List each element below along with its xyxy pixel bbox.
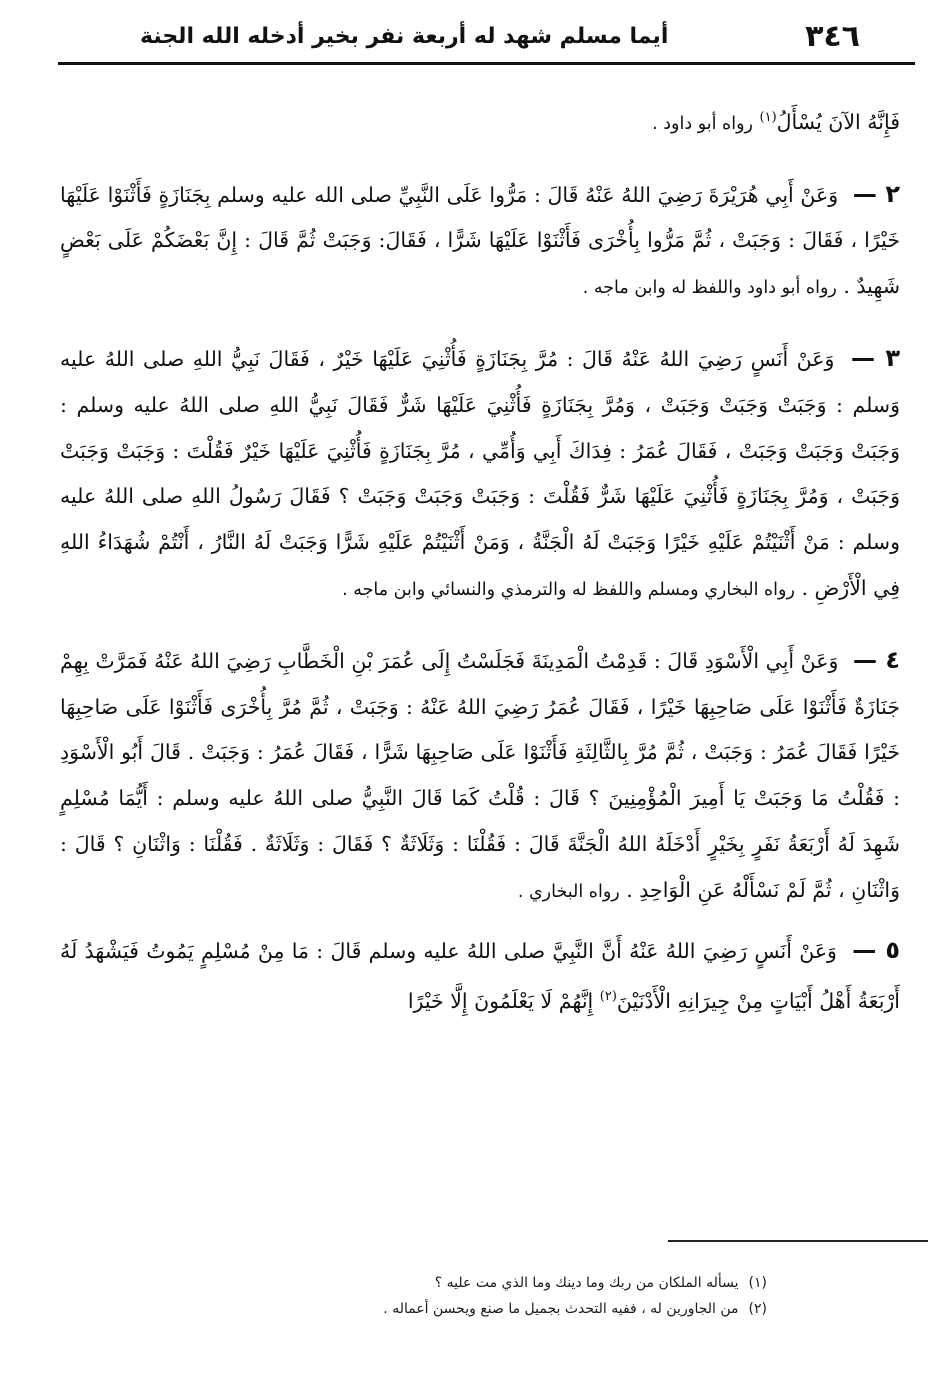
footnote-1 [160, 1270, 767, 1296]
hadith-5-text-continued: إِنَّهُمْ لَا يَعْلَمُونَ إِلَّا خَيْرًا [407, 989, 594, 1014]
page-number: ٣٤٦ [805, 18, 860, 54]
hadith-3-number: ٣ — [850, 344, 900, 373]
hadith-5 [60, 928, 900, 1025]
footnote-2-number: (٢) [748, 1301, 767, 1317]
header-rule [58, 62, 915, 65]
hadith-2-number: ٢ — [852, 179, 900, 208]
footnote-ref-1: (١) [759, 110, 777, 125]
hadith-2-source: رواه أبو داود واللفظ له وابن ماجه . [582, 278, 837, 299]
paragraph-1-source: رواه أبو داود . [652, 113, 753, 134]
paragraph-1-text: فَإِنَّهُ الآنَ يُسْأَلُ [776, 109, 900, 134]
running-title: أيما مسلم شهد له أربعة نفر بخير أدخله الله الجنة [140, 23, 669, 49]
footnotes [160, 1270, 767, 1322]
footnote-1-text: يسأله الملكان من ربك وما دينك وما الذي مت عليه ؟ [434, 1275, 739, 1291]
hadith-4 [60, 638, 900, 916]
hadith-4-number: ٤ — [852, 645, 901, 674]
hadith-5-text: وَعَنْ أَنَسٍ رَضِيَ اللهُ عَنْهُ أَنَّ النَّبِيَّ صلى اللهُ عليه وسلم قَالَ : مَا مِنْ مُسْلِمٍ يَمُوتُ فَيَشْهَدُ لَهُ أَرْبَعَةُ أَهْلُ أَبْيَاتٍ مِنْ جِيرَانِهِ الْأَدْنَيْنَ [60, 938, 900, 1014]
paragraph-1 [60, 95, 900, 148]
page-header [60, 10, 860, 62]
hadith-3 [60, 336, 900, 614]
hadith-5-number: ٥ — [852, 935, 900, 964]
footnote-ref-2: (٢) [599, 989, 617, 1005]
hadith-2 [60, 172, 900, 312]
hadith-3-text: وَعَنْ أَنَسٍ رَضِيَ اللهُ عَنْهُ قَالَ : مُرَّ بِجَنَازَةٍ فَأُثْنِيَ عَلَيْهَا خَيْرٌ ، فَقَالَ نَبِيُّ اللهِ صلى اللهُ عليه وَسلم : وَجَبَتْ وَجَبَتْ وَجَبَتْ ، وَمُرَّ بِجَنَازَةٍ فَأُثْنِيَ عَلَيْهَا شَرٌّ فَقَالَ نَبِيُّ اللهِ صلى اللهُ عليه وسلم : وَجَبَتْ وَجَبَتْ وَجَبَتْ ، فَقَالَ عُمَرُ : فِدَاكَ أَبِي وَأُمِّي ، مُرَّ بِجَنَازَةٍ فَأُثْنِيَ عَلَيْهَا خَيْرٌ فَقُلْتَ : وَجَبَتْ وَجَبَتْ وَجَبَتْ ، وَمُرَّ بِجَنَازَةٍ فَأُثْنِيَ عَلَيْهَا شَرٌّ فَقُلْتَ : وَجَبَتْ وَجَبَتْ وَجَبَتْ ؟ فَقَالَ رَسُولُ اللهِ صلى اللهُ عليه وسلم : مَنْ أَثْنَيْتُمْ عَلَيْهِ خَيْرًا وَجَبَتْ لَهُ الْجَنَّةُ ، وَمَنْ أَثْنَيْتُمْ عَلَيْهِ شَرًّا وَجَبَتْ لَهُ النَّارُ ، أَنْتُمْ شُهَدَاءُ اللهِ فِي الْأَرْضِ . [60, 347, 900, 600]
main-text [60, 95, 900, 1025]
hadith-2-text: وَعَنْ أَبِي هُرَيْرَةَ رَضِيَ اللهُ عَنْهُ قَالَ : مَرُّوا عَلَى النَّبِيِّ صلى الله عليه وسلم بِجَنَازَةٍ فَأَثْنَوْا عَلَيْهَا خَيْرًا ، فَقَالَ : وَجَبَتْ ، ثُمَّ مَرُّوا بِأُخْرَى فَأَثْنَوْا عَلَيْهَا شَرًّا ، فَقَالَ: وَجَبَتْ ثُمَّ قَالَ : إِنَّ بَعْضَكُمْ عَلَى بَعْضٍ شَهِيدٌ . [60, 182, 900, 299]
hadith-3-source: رواه البخاري ومسلم واللفظ له والترمذي والنسائي وابن ماجه . [342, 580, 795, 600]
hadith-4-source: رواه البخاري . [517, 881, 620, 902]
footnote-2-text: من الجاورين له ، ففيه التحدث بجميل ما صنع ويحسن أعماله . [383, 1301, 739, 1317]
footnote-1-number: (١) [748, 1275, 767, 1291]
hadith-4-text: وَعَنْ أَبِي الْأَسْوَدِ قَالَ : قَدِمْتُ الْمَدِينَةَ فَجَلَسْتُ إِلَى عُمَرَ بْنِ الْخَطَّابِ رَضِيَ اللهُ عَنْهُ فَمَرَّتْ بِهِمْ جَنَازَةٌ فَأَثْنَوْا عَلَى صَاحِبِهَا خَيْرًا ، فَقَالَ عُمَرُ رَضِيَ اللهُ عَنْهُ : وَجَبَتْ ، ثُمَّ مُرَّ بِأُخْرَى فَأَثْنَوْا عَلَى صَاحِبِهَا خَيْرًا فَقَالَ عُمَرُ : وَجَبَتْ ، ثُمَّ مُرَّ بِالثَّالِثَةِ فَأَثْنَوْا عَلَى صَاحِبِهَا شَرًّا ، فَقَالَ عُمَرُ : وَجَبَتْ . قَالَ أَبُو الْأَسْوَدِ : فَقُلْتُ مَا وَجَبَتْ يَا أَمِيرَ الْمُؤْمِنِينَ ؟ قَالَ : قُلْتُ كَمَا قَالَ النَّبِيُّ صلى اللهُ عليه وسلم : أَيُّمَا مُسْلِمٍ شَهِدَ لَهُ أَرْبَعَةُ نَفَرٍ بِخَيْرٍ أَدْخَلَهُ اللهُ الْجَنَّةَ قَالَ : فَقُلْنَا : وَثَلَاثَةٌ ؟ فَقَالَ : وَثَلَاثَةٌ . فَقُلْنَا : وَاثْنَانِ ؟ قَالَ : وَاثْنَانِ ، ثُمَّ لَمْ نَسْأَلْهُ عَنِ الْوَاحِدِ . [60, 648, 900, 902]
footnote-rule [668, 1240, 928, 1242]
footnote-2 [160, 1296, 767, 1322]
